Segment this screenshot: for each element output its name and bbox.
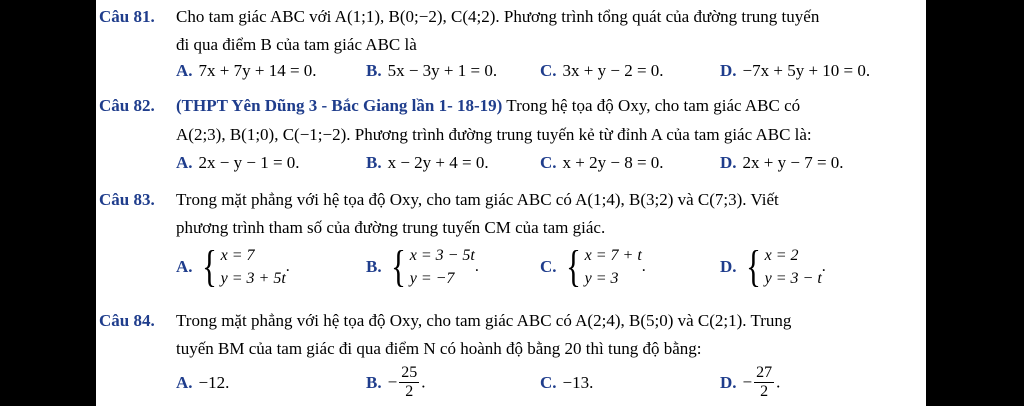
question-text: tuyến BM của tam giác đi qua điểm N có hoành độ bằng 20 thì tung độ bằng: — [176, 339, 702, 358]
question-text: Cho tam giác ABC với A(1;1), B(0;−2), C(4;2). Phương trình tổng quát của đường trung tuyến — [176, 7, 820, 26]
question-number: Câu 84. — [99, 311, 155, 330]
brace-icon: { — [201, 242, 217, 291]
brace-icon: { — [390, 242, 406, 291]
option-d[interactable]: D. − $\frac{27}{2}$ . — [720, 364, 781, 400]
question-text: phương trình tham số của đường trung tuyến CM của tam giác. — [176, 218, 606, 237]
option-d[interactable]: D. { x = 2 y = 3 − t . — [720, 242, 826, 291]
option-c[interactable]: C. { x = 7 + t y = 3 . — [540, 242, 646, 291]
question-source: (THPT Yên Dũng 3 - Bắc Giang lần 1- 18-19) — [176, 96, 503, 115]
option-b[interactable]: B. { x = 3 − 5t y = −7 . — [366, 242, 479, 291]
option-b[interactable]: B. − $\frac{25}{2}$ . — [366, 364, 426, 400]
option-b[interactable]: B. x − 2y + 4 = 0. — [366, 153, 489, 172]
option-a[interactable]: A. 7x + 7y + 14 = 0. — [176, 61, 317, 80]
question-text: (THPT Yên Dũng 3 - Bắc Giang lần 1- 18-19) Trong hệ tọa độ Oxy, cho tam giác ABC có — [176, 96, 801, 115]
option-a[interactable]: A. { x = 7 y = 3 + 5t . — [176, 242, 290, 291]
option-a[interactable]: A. 2x − y − 1 = 0. — [176, 153, 300, 172]
question-number: Câu 82. — [99, 96, 155, 115]
option-b[interactable]: B. 5x − 3y + 1 = 0. — [366, 61, 498, 80]
fraction: $\frac{27}{2}$ — [756, 364, 773, 400]
question-84-options — [96, 364, 926, 404]
option-c[interactable]: C. 3x + y − 2 = 0. — [540, 61, 664, 80]
option-d[interactable]: D. 2x + y − 7 = 0. — [720, 153, 844, 172]
question-text: Trong mặt phẳng với hệ tọa độ Oxy, cho tam giác ABC có A(2;4), B(5;0) và C(2;1). Trung — [176, 311, 792, 330]
brace-icon: { — [745, 242, 761, 291]
question-text: đi qua điểm B của tam giác ABC là — [176, 35, 417, 54]
option-a[interactable]: A. −12. — [176, 373, 230, 392]
question-text: A(2;3), B(1;0), C(−1;−2). Phương trình đường trung tuyến kẻ từ đỉnh A của tam giác ABC là: — [176, 125, 812, 144]
question-number: Câu 83. — [99, 190, 155, 209]
option-d[interactable]: D. −7x + 5y + 10 = 0. — [720, 61, 871, 80]
option-c[interactable]: C. −13. — [540, 373, 594, 392]
question-number: Câu 81. — [99, 7, 155, 26]
question-text: Trong mặt phẳng với hệ tọa độ Oxy, cho tam giác ABC có A(1;4), B(3;2) và C(7;3). Viết — [176, 190, 779, 209]
fraction: $\frac{25}{2}$ — [401, 364, 418, 400]
option-c[interactable]: C. x + 2y − 8 = 0. — [540, 153, 664, 172]
document-page — [96, 0, 926, 406]
brace-icon: { — [565, 242, 581, 291]
question-83-options — [96, 244, 926, 294]
